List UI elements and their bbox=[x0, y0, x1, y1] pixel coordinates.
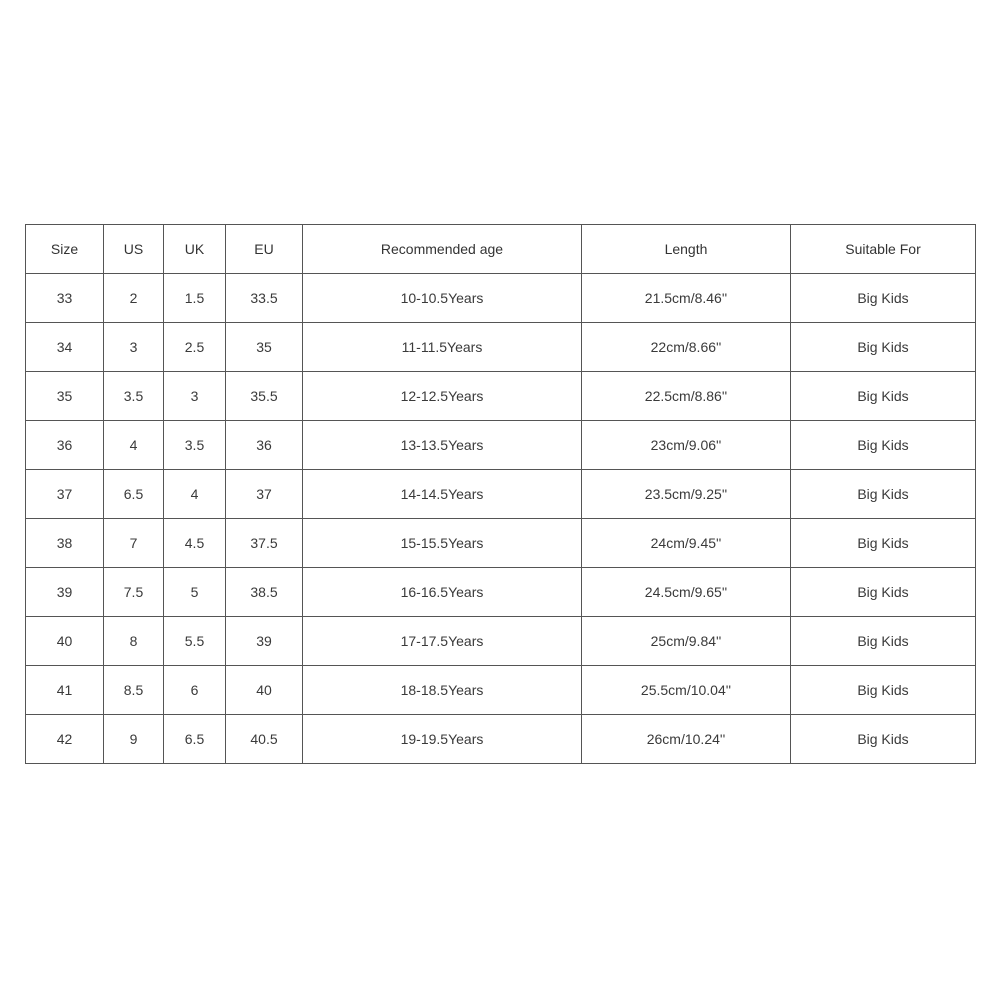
cell-recommended-age: 10-10.5Years bbox=[303, 274, 582, 323]
cell-uk: 3.5 bbox=[164, 421, 226, 470]
cell-uk: 4.5 bbox=[164, 519, 226, 568]
cell-suitable-for: Big Kids bbox=[791, 470, 976, 519]
header-size: Size bbox=[26, 225, 104, 274]
cell-eu: 36 bbox=[226, 421, 303, 470]
cell-length: 23.5cm/9.25'' bbox=[582, 470, 791, 519]
cell-eu: 40 bbox=[226, 666, 303, 715]
cell-us: 3.5 bbox=[104, 372, 164, 421]
header-length: Length bbox=[582, 225, 791, 274]
cell-size: 42 bbox=[26, 715, 104, 764]
cell-size: 36 bbox=[26, 421, 104, 470]
cell-recommended-age: 15-15.5Years bbox=[303, 519, 582, 568]
header-row bbox=[26, 225, 976, 274]
size-chart-table bbox=[25, 224, 976, 764]
cell-recommended-age: 18-18.5Years bbox=[303, 666, 582, 715]
cell-suitable-for: Big Kids bbox=[791, 421, 976, 470]
cell-eu: 35.5 bbox=[226, 372, 303, 421]
cell-size: 34 bbox=[26, 323, 104, 372]
cell-eu: 35 bbox=[226, 323, 303, 372]
table-row bbox=[26, 617, 976, 666]
cell-suitable-for: Big Kids bbox=[791, 372, 976, 421]
cell-length: 25cm/9.84'' bbox=[582, 617, 791, 666]
table-row bbox=[26, 421, 976, 470]
header-recommended-age: Recommended age bbox=[303, 225, 582, 274]
cell-recommended-age: 17-17.5Years bbox=[303, 617, 582, 666]
cell-length: 22cm/8.66'' bbox=[582, 323, 791, 372]
table-row bbox=[26, 323, 976, 372]
cell-eu: 37 bbox=[226, 470, 303, 519]
cell-suitable-for: Big Kids bbox=[791, 715, 976, 764]
cell-us: 3 bbox=[104, 323, 164, 372]
cell-suitable-for: Big Kids bbox=[791, 519, 976, 568]
cell-size: 37 bbox=[26, 470, 104, 519]
cell-recommended-age: 16-16.5Years bbox=[303, 568, 582, 617]
cell-eu: 40.5 bbox=[226, 715, 303, 764]
table-row bbox=[26, 666, 976, 715]
cell-suitable-for: Big Kids bbox=[791, 617, 976, 666]
cell-us: 7 bbox=[104, 519, 164, 568]
cell-uk: 6 bbox=[164, 666, 226, 715]
cell-size: 40 bbox=[26, 617, 104, 666]
header-eu: EU bbox=[226, 225, 303, 274]
cell-uk: 2.5 bbox=[164, 323, 226, 372]
cell-us: 4 bbox=[104, 421, 164, 470]
table-row bbox=[26, 372, 976, 421]
cell-us: 9 bbox=[104, 715, 164, 764]
cell-suitable-for: Big Kids bbox=[791, 274, 976, 323]
table-row bbox=[26, 470, 976, 519]
header-uk: UK bbox=[164, 225, 226, 274]
cell-suitable-for: Big Kids bbox=[791, 568, 976, 617]
cell-eu: 39 bbox=[226, 617, 303, 666]
table-row bbox=[26, 519, 976, 568]
cell-suitable-for: Big Kids bbox=[791, 323, 976, 372]
cell-recommended-age: 19-19.5Years bbox=[303, 715, 582, 764]
cell-uk: 5 bbox=[164, 568, 226, 617]
cell-eu: 33.5 bbox=[226, 274, 303, 323]
table-row bbox=[26, 715, 976, 764]
cell-size: 39 bbox=[26, 568, 104, 617]
cell-us: 8.5 bbox=[104, 666, 164, 715]
cell-length: 24cm/9.45'' bbox=[582, 519, 791, 568]
cell-us: 6.5 bbox=[104, 470, 164, 519]
cell-length: 26cm/10.24'' bbox=[582, 715, 791, 764]
cell-suitable-for: Big Kids bbox=[791, 666, 976, 715]
cell-uk: 5.5 bbox=[164, 617, 226, 666]
cell-uk: 4 bbox=[164, 470, 226, 519]
cell-length: 25.5cm/10.04'' bbox=[582, 666, 791, 715]
cell-size: 41 bbox=[26, 666, 104, 715]
cell-uk: 1.5 bbox=[164, 274, 226, 323]
header-us: US bbox=[104, 225, 164, 274]
cell-eu: 37.5 bbox=[226, 519, 303, 568]
cell-us: 8 bbox=[104, 617, 164, 666]
table-row bbox=[26, 568, 976, 617]
cell-recommended-age: 11-11.5Years bbox=[303, 323, 582, 372]
cell-size: 33 bbox=[26, 274, 104, 323]
cell-recommended-age: 14-14.5Years bbox=[303, 470, 582, 519]
cell-recommended-age: 12-12.5Years bbox=[303, 372, 582, 421]
cell-length: 24.5cm/9.65'' bbox=[582, 568, 791, 617]
cell-us: 7.5 bbox=[104, 568, 164, 617]
cell-length: 21.5cm/8.46'' bbox=[582, 274, 791, 323]
cell-length: 22.5cm/8.86'' bbox=[582, 372, 791, 421]
table-row bbox=[26, 274, 976, 323]
cell-uk: 3 bbox=[164, 372, 226, 421]
cell-eu: 38.5 bbox=[226, 568, 303, 617]
cell-size: 35 bbox=[26, 372, 104, 421]
cell-recommended-age: 13-13.5Years bbox=[303, 421, 582, 470]
cell-uk: 6.5 bbox=[164, 715, 226, 764]
header-suitable-for: Suitable For bbox=[791, 225, 976, 274]
cell-size: 38 bbox=[26, 519, 104, 568]
cell-length: 23cm/9.06'' bbox=[582, 421, 791, 470]
cell-us: 2 bbox=[104, 274, 164, 323]
